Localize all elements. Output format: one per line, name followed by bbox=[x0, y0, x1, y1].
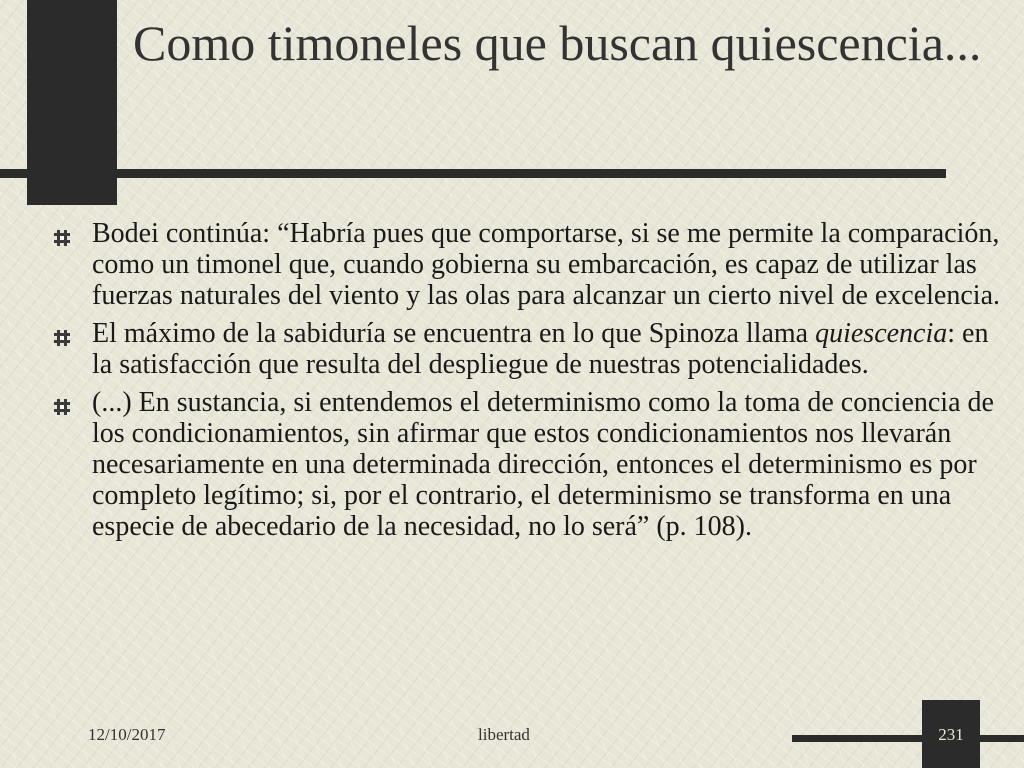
bullet-text-2-main: El máximo de la sabiduría se encuentra en lo que Spinoza llama bbox=[92, 318, 816, 349]
bullet-item-3 bbox=[50, 387, 1000, 542]
title-underline-bar bbox=[0, 169, 946, 178]
page-number: 231 bbox=[938, 725, 964, 744]
footer-topic: libertad bbox=[478, 725, 530, 744]
slide-body bbox=[50, 218, 1000, 549]
bullet-item-2 bbox=[50, 318, 1000, 380]
hash-bullet-icon bbox=[54, 399, 70, 415]
bullet-text-1 bbox=[92, 218, 1000, 311]
bullet-text-1-main: Bodei continúa: “Habría pues que comportarse, si se me permite la comparación, como un timonel que, cuando gobierna su embarcación, es capaz de utilizar las fuerzas naturales del viento y las olas para alcanzar un cierto nivel de excelencia. bbox=[92, 218, 1000, 311]
hash-bullet-icon bbox=[54, 330, 70, 346]
bullet-item-1 bbox=[50, 218, 1000, 311]
bullet-text-2 bbox=[92, 318, 1000, 380]
footer-bar bbox=[792, 735, 1024, 742]
bullet-text-3 bbox=[92, 387, 1000, 542]
footer-date: 12/10/2017 bbox=[88, 725, 166, 744]
hash-bullet-icon bbox=[54, 230, 70, 246]
bullet-text-2-emphasis: quiescencia bbox=[815, 318, 948, 349]
bullet-text-3-main: (...) En sustancia, si entendemos el determinismo como la toma de conciencia de los condicionamientos, sin afirmar que estos condicionamientos nos llevarán necesariamente en una determinada dirección, entonces el determinismo es por completo legítimo; si, por el contrario, el determinismo se transforma en una especie de abecedario de la necesidad, no lo será” (p. 108). bbox=[92, 387, 994, 542]
bullet-text-2-rest: : en la satisfacción que resulta del despliegue de nuestras potencialidades. bbox=[92, 318, 989, 380]
slide-title: Como timoneles que buscan quiescencia... bbox=[133, 15, 982, 71]
